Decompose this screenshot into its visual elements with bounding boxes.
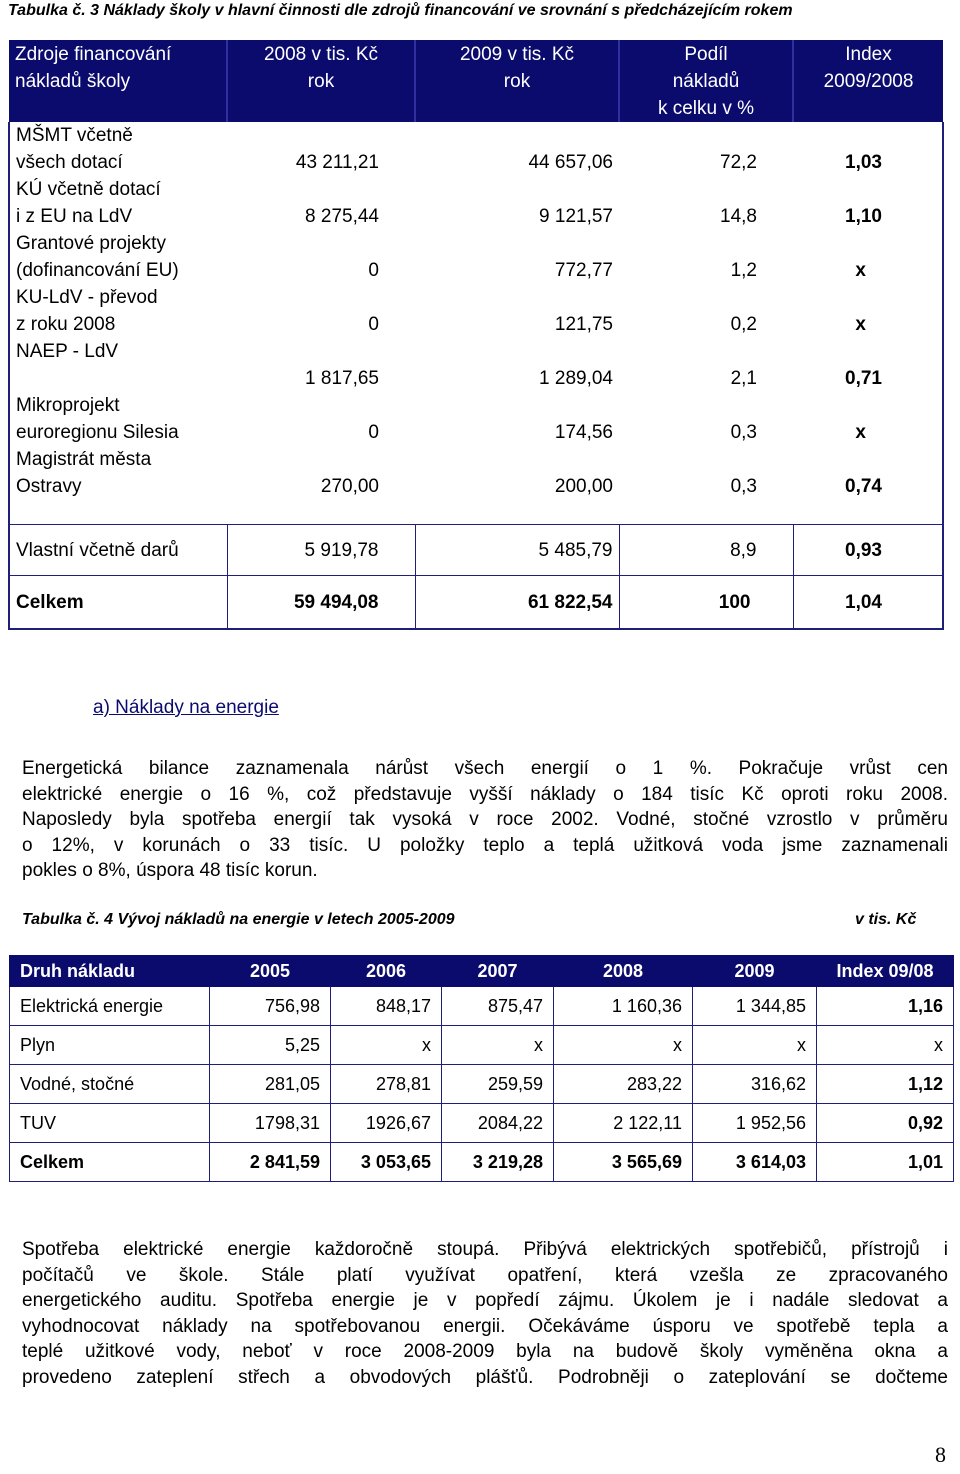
- cell-2008: 0: [368, 314, 379, 335]
- section-heading-energy: a) Náklady na energie: [93, 697, 279, 718]
- row-label-line2: Ostravy: [16, 476, 82, 497]
- cell-index: 1,01: [817, 1143, 954, 1182]
- cell-2008: 270,00: [320, 476, 379, 497]
- table3-own-row: [9, 525, 943, 576]
- cell-2009: 3 614,03: [693, 1143, 817, 1182]
- cell-2008: 8 275,44: [305, 206, 379, 227]
- cell-index: x: [793, 284, 943, 338]
- own-label: Vlastní včetně darů: [9, 525, 227, 576]
- cell-2009: x: [693, 1026, 817, 1065]
- header-2008: 2008: [554, 956, 693, 987]
- table3-header: [9, 40, 943, 122]
- header-2006: 2006: [331, 956, 442, 987]
- closing-paragraph: [22, 1237, 948, 1391]
- cell-2009: 61 822,54: [415, 576, 619, 630]
- paragraph-line: Naposledy byla spotřeba energií tak vysoká v roce 2002. Vodné, stočné vzrostlo v průměru: [22, 809, 948, 831]
- table3-total-row: [9, 576, 943, 630]
- row-label-line1: NAEP - LdV: [16, 341, 119, 362]
- cell-2008: x: [554, 1026, 693, 1065]
- paragraph-line: Energetická bilance zaznamenala nárůst všech energií o 1 %. Pokračuje vrůst cen: [22, 758, 948, 779]
- cell-2009: 9 121,57: [539, 206, 613, 227]
- row-label-line2: všech dotací: [16, 152, 123, 173]
- cell-2007: x: [442, 1026, 554, 1065]
- table3-header-index: Index 2009/2008: [793, 40, 943, 122]
- table-row: [10, 987, 954, 1026]
- cell-2009: 1 344,85: [693, 987, 817, 1026]
- cell-2005: 756,98: [210, 987, 331, 1026]
- cell-share: 0,3: [730, 476, 757, 497]
- row-label-line2: i z EU na LdV: [16, 206, 133, 227]
- table-row: [9, 122, 943, 176]
- cell-index: 1,04: [793, 576, 943, 630]
- table3-caption: Tabulka č. 3 Náklady školy v hlavní činnosti dle zdrojů financování ve srovnání s předcházejícím rokem: [8, 2, 793, 19]
- table-row-total: [10, 1143, 954, 1182]
- row-label-line1: KÚ včetně dotací: [16, 179, 161, 200]
- paragraph-line: provedeno zateplení střech a obvodových plášťů. Podrobněji o zateplování se dočteme: [22, 1366, 948, 1388]
- table4-unit: v tis. Kč: [855, 911, 917, 928]
- cell-2008: 43 211,21: [295, 152, 379, 173]
- table-row: [10, 1065, 954, 1104]
- row-label-line2: z roku 2008: [16, 314, 116, 335]
- table4-header: [10, 956, 954, 987]
- cell-2009: 174,56: [554, 422, 613, 443]
- cell-2009: 1 952,56: [693, 1104, 817, 1143]
- paragraph-line: energetického auditu. Spotřeba energie je v popředí zájmu. Úkolem je i nadále sledovat a: [22, 1290, 948, 1312]
- cell-2005: 5,25: [210, 1026, 331, 1065]
- row-label-line2: [16, 365, 221, 392]
- row-label-line2: (dofinancování EU): [16, 260, 179, 281]
- cell-2005: 2 841,59: [210, 1143, 331, 1182]
- table-row: [9, 230, 943, 284]
- cell-share: 0,3: [730, 422, 757, 443]
- page-number: 8: [935, 1442, 946, 1467]
- row-label-line1: KU-LdV - převod: [16, 287, 158, 308]
- header-2009: 2009: [693, 956, 817, 987]
- row-name: Celkem: [10, 1143, 210, 1182]
- cell-index: 0,93: [793, 525, 943, 576]
- cell-2008: 2 122,11: [554, 1104, 693, 1143]
- cell-index: x: [793, 392, 943, 446]
- table3-header-share: Podíl nákladů k celku v %: [619, 40, 793, 122]
- energy-paragraph: [22, 756, 948, 884]
- cell-index: x: [793, 230, 943, 284]
- header-2005: 2005: [210, 956, 331, 987]
- cell-2007: 259,59: [442, 1065, 554, 1104]
- cell-2006: 1926,67: [331, 1104, 442, 1143]
- table4-caption: Tabulka č. 4 Vývoj nákladů na energie v letech 2005-2009: [22, 911, 455, 928]
- cell-2006: 278,81: [331, 1065, 442, 1104]
- row-name: TUV: [10, 1104, 210, 1143]
- cell-2007: 3 219,28: [442, 1143, 554, 1182]
- cell-2009: 5 485,79: [415, 525, 619, 576]
- row-label-line1: Magistrát města: [16, 449, 152, 470]
- cell-index: x: [817, 1026, 954, 1065]
- header-2007: 2007: [442, 956, 554, 987]
- cell-2008: 59 494,08: [227, 576, 415, 630]
- cell-share: 8,9: [619, 525, 793, 576]
- cell-2009: 316,62: [693, 1065, 817, 1104]
- table3: [8, 40, 944, 630]
- row-label-line1: Mikroprojekt: [16, 395, 120, 416]
- cell-index: 1,16: [817, 987, 954, 1026]
- row-name: Vodné, stočné: [10, 1065, 210, 1104]
- cell-index: 1,10: [793, 176, 943, 230]
- cell-share: 100: [619, 576, 793, 630]
- row-label-line1: MŠMT včetně: [16, 125, 133, 146]
- cell-2005: 281,05: [210, 1065, 331, 1104]
- paragraph-line: elektrické energie o 16 %, což představuje vyšší náklady o 184 tisíc Kč oproti roku 2008.: [22, 783, 948, 805]
- table3-header-2009: 2009 v tis. Kč rok: [415, 40, 619, 122]
- table-row: [9, 338, 943, 392]
- cell-index: 1,12: [817, 1065, 954, 1104]
- table-row: [9, 284, 943, 338]
- cell-2009: 772,77: [554, 260, 613, 281]
- paragraph-line: Spotřeba elektrické energie každoročně stoupá. Přibývá elektrických spotřebičů, přístrojů i: [22, 1239, 948, 1260]
- cell-2009: 1 289,04: [539, 368, 613, 389]
- cell-2005: 1798,31: [210, 1104, 331, 1143]
- cell-share: 72,2: [720, 152, 757, 173]
- paragraph-line: o 12%, v korunách o 33 tisíc. U položky teplo a teplá užitková voda jsme zaznamenali: [22, 834, 948, 856]
- paragraph-line: počítačů ve škole. Stále platí využívat opatření, která vzešla ze zpracovaného: [22, 1264, 948, 1286]
- row-label-line2: euroregionu Silesia: [16, 422, 179, 443]
- cell-share: 1,2: [730, 260, 757, 281]
- row-name: Plyn: [10, 1026, 210, 1065]
- table-row: [10, 1104, 954, 1143]
- row-label-line1: Grantové projekty: [16, 233, 166, 254]
- table-row: [10, 1026, 954, 1065]
- cell-2007: 875,47: [442, 987, 554, 1026]
- paragraph-line: pokles o 8%, úspora 48 tisíc korun.: [22, 860, 318, 882]
- paragraph-line: vyhodnocovat náklady na spotřebovanou energii. Očekáváme úsporu ve spotřebě tepla a: [22, 1315, 948, 1337]
- cell-index: 1,03: [793, 122, 943, 176]
- header-index: Index 09/08: [817, 956, 954, 987]
- cell-2008: 1 160,36: [554, 987, 693, 1026]
- paragraph-line: teplé užitkové vody, neboť v roce 2008-2009 byla na budově školy vyměněna okna a: [22, 1341, 948, 1363]
- cell-share: 0,2: [730, 314, 757, 335]
- table3-header-2008: 2008 v tis. Kč rok: [227, 40, 415, 122]
- cell-2009: 121,75: [554, 314, 613, 335]
- cell-share: 14,8: [720, 206, 757, 227]
- table-row: [9, 446, 943, 500]
- table-row: [9, 176, 943, 230]
- cell-2006: 3 053,65: [331, 1143, 442, 1182]
- cell-2008: 3 565,69: [554, 1143, 693, 1182]
- table-row-spacer: [9, 500, 943, 525]
- cell-2008: 1 817,65: [305, 368, 379, 389]
- cell-2006: 848,17: [331, 987, 442, 1026]
- cell-index: 0,92: [817, 1104, 954, 1143]
- cell-share: 2,1: [730, 368, 757, 389]
- cell-index: 0,71: [793, 338, 943, 392]
- row-name: Elektrická energie: [10, 987, 210, 1026]
- cell-2008: 0: [368, 260, 379, 281]
- cell-index: 0,74: [793, 446, 943, 500]
- header-type: Druh nákladu: [10, 956, 210, 987]
- cell-2009: 44 657,06: [528, 152, 613, 173]
- cell-2006: x: [331, 1026, 442, 1065]
- cell-2008: 0: [368, 422, 379, 443]
- table-row: [9, 392, 943, 446]
- total-label: Celkem: [9, 576, 227, 630]
- cell-2007: 2084,22: [442, 1104, 554, 1143]
- table4: [9, 955, 954, 1182]
- cell-2008: 5 919,78: [227, 525, 415, 576]
- table3-header-source: Zdroje financování nákladů školy: [9, 40, 227, 122]
- cell-2009: 200,00: [554, 476, 613, 497]
- cell-2008: 283,22: [554, 1065, 693, 1104]
